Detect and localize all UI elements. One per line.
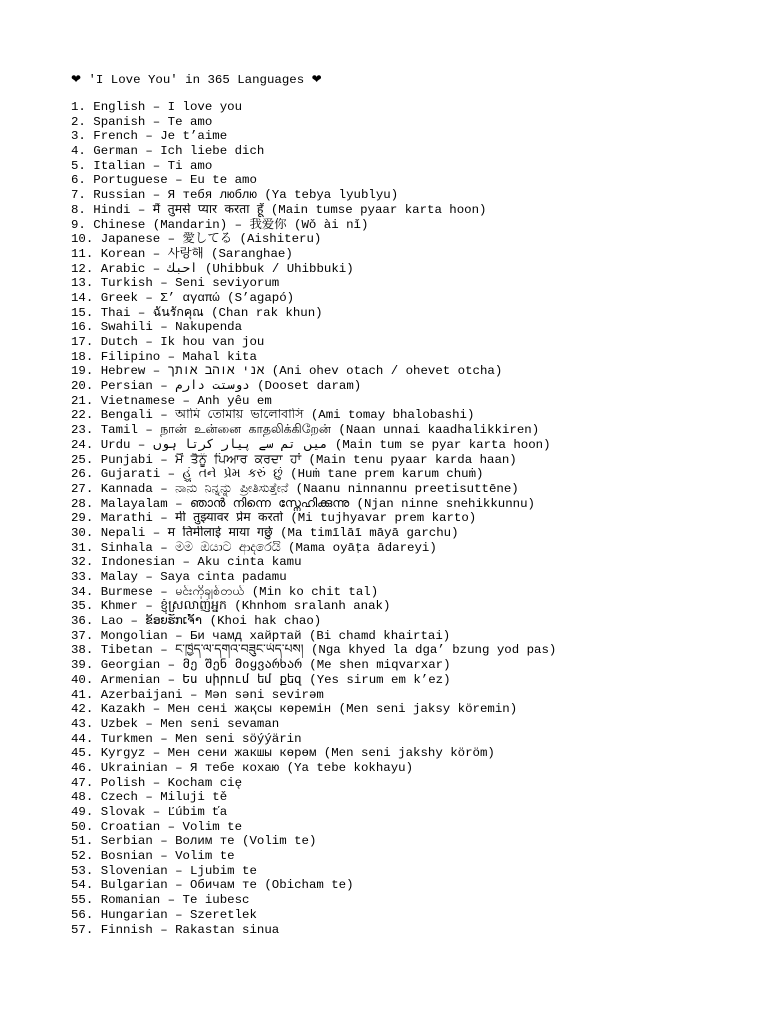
list-item: 44. Turkmen – Men seni söýýärin bbox=[71, 731, 302, 746]
list-item: 26. Gujarati – હું તને પ્રેમ કરું છું (Huṁ tane prem karum chuṁ) bbox=[71, 467, 484, 482]
list-item: 42. Kazakh – Мен сені жақсы көремін (Men seni jaksy köremin) bbox=[71, 702, 518, 717]
document-page bbox=[71, 70, 751, 937]
title-text: 'I Love You' in 365 Languages bbox=[81, 73, 312, 87]
list-item: 41. Azerbaijani – Mən səni sevirəm bbox=[71, 687, 324, 702]
list-item: 13. Turkish – Seni seviyorum bbox=[71, 276, 280, 291]
language-list bbox=[71, 100, 751, 937]
heart-icon: ❤ bbox=[311, 72, 322, 86]
list-item: 14. Greek – Σ’ αγαπώ (S’agapó) bbox=[71, 290, 295, 305]
list-item: 34. Burmese – မင်းကိုချစ်တယ် (Min ko chit tal) bbox=[71, 584, 379, 599]
list-item: 21. Vietnamese – Anh yêu em bbox=[71, 393, 272, 408]
document-title bbox=[71, 70, 751, 88]
list-item: 29. Marathi – मी तुझ्यावर प्रेम करतो (Mi tujhyavar prem karto) bbox=[71, 511, 477, 526]
list-item: 7. Russian – Я тебя люблю (Ya tebya lyublyu) bbox=[71, 188, 399, 203]
list-item: 9. Chinese (Mandarin) – 我爱你 (Wǒ ài nǐ) bbox=[71, 217, 369, 232]
list-item: 11. Korean – 사랑해 (Saranghae) bbox=[71, 246, 293, 261]
list-item: 19. Hebrew – אני אוהב אותך (Ani ohev otach / ohevet otcha) bbox=[71, 364, 503, 379]
list-item: 5. Italian – Ti amo bbox=[71, 158, 213, 173]
list-item: 20. Persian – دوستت دارم (Dooset daram) bbox=[71, 379, 362, 394]
list-item: 24. Urdu – میں تم سے پیار کرتا ہوں (Main tum se pyar karta hoon) bbox=[71, 437, 551, 452]
list-item: 18. Filipino – Mahal kita bbox=[71, 349, 257, 364]
list-item: 23. Tamil – நான் உன்னை காதலிக்கிறேன் (Naan unnai kaadhalikkiren) bbox=[71, 423, 540, 438]
list-item: 3. French – Je t’aime bbox=[71, 129, 228, 144]
list-item: 10. Japanese – 愛してる (Aishiteru) bbox=[71, 232, 322, 247]
list-item: 4. German – Ich liebe dich bbox=[71, 144, 265, 159]
list-item: 12. Arabic – أحبك (Uhibbuk / Uhibbuki) bbox=[71, 261, 354, 276]
list-item: 16. Swahili – Nakupenda bbox=[71, 320, 243, 335]
list-item: 17. Dutch – Ik hou van jou bbox=[71, 335, 265, 349]
list-item: 37. Mongolian – Би чамд хайртай (Bi chamd khairtai) bbox=[71, 628, 451, 643]
list-item: 46. Ukrainian – Я тебе кохаю (Ya tebe kokhayu) bbox=[71, 760, 414, 775]
list-item: 43. Uzbek – Men seni sevaman bbox=[71, 716, 280, 731]
list-item: 8. Hindi – मैं तुमसे प्यार करता हूँ (Main tumse pyaar karta hoon) bbox=[71, 202, 487, 217]
list-item: 50. Croatian – Volim te bbox=[71, 819, 243, 834]
list-item: 36. Lao – ຂ້ອຍຮັກເຈົ້າ (Khoi hak chao) bbox=[71, 614, 322, 629]
list-item: 22. Bengali – আমি তোমায় ভালোবাসি (Ami tomay bhalobashi) bbox=[71, 408, 475, 423]
list-item: 48. Czech – Miluji tě bbox=[71, 790, 228, 805]
list-item: 2. Spanish – Te amo bbox=[71, 114, 213, 129]
list-item: 49. Slovak – Ľúbim ťa bbox=[71, 805, 228, 819]
list-item: 35. Khmer – ខ្ញុំស្រលាញ់អ្នក (Khnhom sralanh anak) bbox=[71, 599, 391, 614]
list-item: 30. Nepali – म तिमीलाई माया गर्छु (Ma timīlāī māyā garchu) bbox=[71, 525, 459, 540]
list-item: 53. Slovenian – Ljubim te bbox=[71, 863, 257, 878]
list-item: 33. Malay – Saya cinta padamu bbox=[71, 570, 287, 584]
list-item: 57. Finnish – Rakastan sinua bbox=[71, 922, 280, 937]
list-item: 40. Armenian – Ես սիրում եմ քեզ (Yes sirum em k’ez) bbox=[71, 672, 451, 687]
list-item: 28. Malayalam – ഞാൻ നിന്നെ സ്നേഹിക്കുന്നു (Njan ninne snehikkunnu) bbox=[71, 496, 535, 511]
list-item: 51. Serbian – Волим те (Volim te) bbox=[71, 834, 317, 849]
list-item: 45. Kyrgyz – Мен сени жакшы көрөм (Men seni jakshy köröm) bbox=[71, 746, 495, 761]
list-item: 55. Romanian – Te iubesc bbox=[71, 893, 250, 908]
list-item: 39. Georgian – მე შენ მიყვარხარ (Me shen miqvarxar) bbox=[71, 658, 451, 673]
list-item: 25. Punjabi – ਮੈਂ ਤੈਨੂੰ ਪਿਆਰ ਕਰਦਾ ਹਾਂ (Main tenu pyaar karda haan) bbox=[71, 452, 517, 467]
list-item: 52. Bosnian – Volim te bbox=[71, 849, 235, 864]
list-item: 27. Kannada – ನಾನು ನಿನ್ನನ್ನು ಪ್ರೀತಿಸುತ್ತೇನೆ (Naanu ninnannu preetisuttēne) bbox=[71, 481, 519, 496]
list-item: 32. Indonesian – Aku cinta kamu bbox=[71, 555, 302, 570]
list-item: 56. Hungarian – Szeretlek bbox=[71, 907, 257, 922]
heart-icon: ❤ bbox=[71, 72, 82, 86]
list-item: 54. Bulgarian – Обичам те (Obicham te) bbox=[71, 878, 354, 893]
list-item: 6. Portuguese – Eu te amo bbox=[71, 173, 257, 188]
list-item: 15. Thai – ฉันรักคุณ (Chan rak khun) bbox=[71, 305, 323, 320]
list-item: 47. Polish – Kocham cię bbox=[71, 775, 243, 790]
list-item: 38. Tibetan – ང་ཁྱེད་ལ་དགའ་བཟུང་ཡོད་པས། (Nga khyed la dga’ bzung yod pas) bbox=[71, 643, 557, 658]
list-item: 31. Sinhala – මම ඔයාට ආදරෙයි (Mama oyāṭa ādareyi) bbox=[71, 540, 437, 555]
list-item: 1. English – I love you bbox=[71, 100, 243, 114]
